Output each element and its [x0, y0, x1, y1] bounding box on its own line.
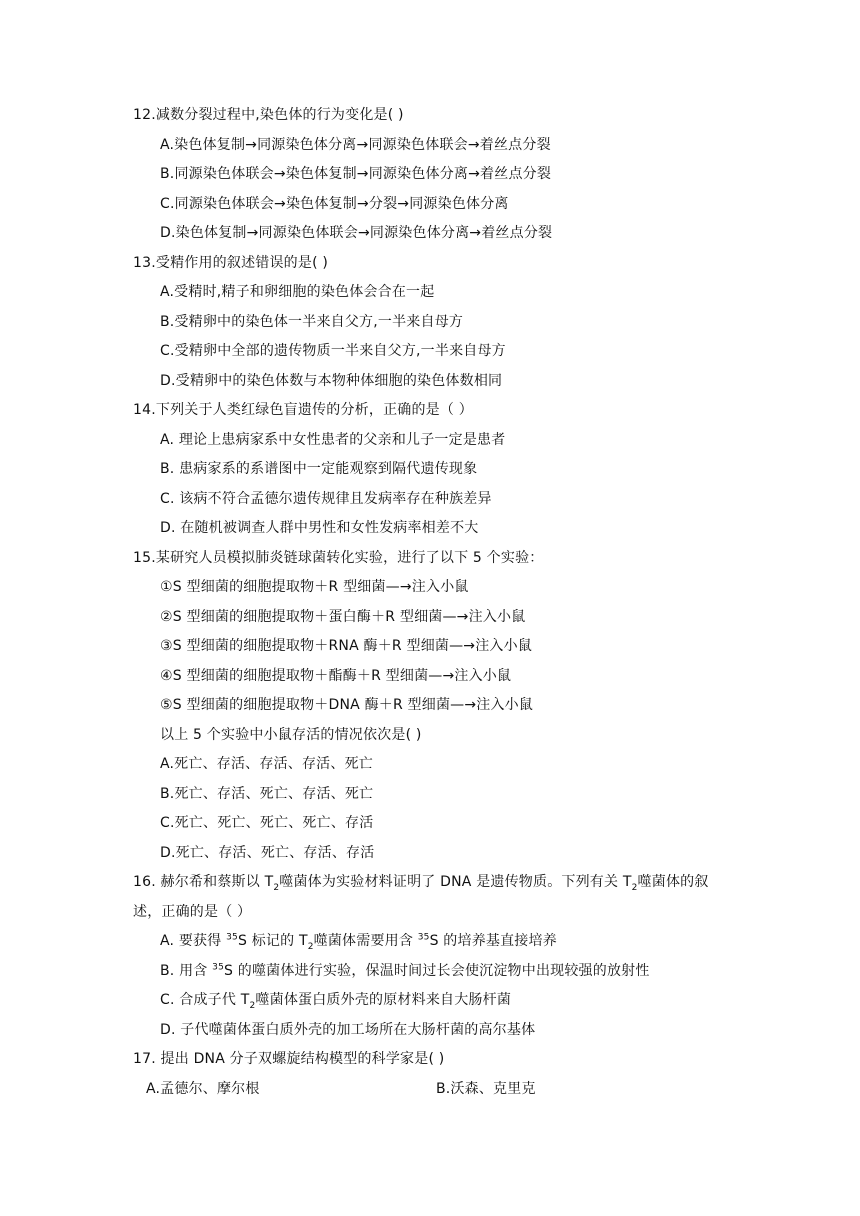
- question-16-option-b: [160, 962, 650, 980]
- question-15-ask: 以上 5 个实验中小鼠存活的情况依次是( ): [160, 727, 422, 743]
- option-text: C. 合成子代 T: [160, 992, 250, 1008]
- question-12-option-d: D.染色体复制→同源染色体联会→同源染色体分离→着丝点分裂: [160, 225, 553, 241]
- question-14-option-c: C. 该病不符合孟德尔遗传规律且发病率存在种族差异: [160, 491, 492, 507]
- option-text: S 的噬菌体进行实验，保温时间过长会使沉淀物中出现较强的放射性: [224, 963, 650, 979]
- option-text: 噬菌体蛋白质外壳的原材料来自大肠杆菌: [255, 992, 512, 1008]
- question-13-option-a: A.受精时,精子和卵细胞的染色体会合在一起: [160, 284, 435, 300]
- question-12-option-a: A.染色体复制→同源染色体分离→同源染色体联会→着丝点分裂: [160, 137, 551, 153]
- question-15-experiment-4: ④S 型细菌的细胞提取物＋酯酶＋R 型细菌—→注入小鼠: [160, 668, 512, 684]
- question-13-option-c: C.受精卵中全部的遗传物质一半来自父方,一半来自母方: [160, 343, 506, 359]
- stem-text: 噬菌体为实验材料证明了 DNA 是遗传物质。下列有关 T: [279, 874, 632, 890]
- question-16-option-c: [160, 991, 511, 1009]
- subscript: 2: [307, 941, 314, 952]
- question-16-option-d: D. 子代噬菌体蛋白质外壳的加工场所在大肠杆菌的高尔基体: [160, 1022, 536, 1038]
- question-14-option-d: D. 在随机被调查人群中男性和女性发病率相差不大: [160, 520, 479, 536]
- subscript: 2: [249, 1000, 256, 1011]
- question-14-stem: 14.下列关于人类红绿色盲遗传的分析，正确的是（ ）: [133, 402, 473, 418]
- option-text: 噬菌体需要用含: [313, 933, 418, 949]
- option-text: S 标记的 T: [237, 933, 308, 949]
- question-17-stem: 17. 提出 DNA 分子双螺旋结构模型的科学家是( ): [133, 1051, 445, 1067]
- superscript: 35: [212, 962, 225, 973]
- question-15-option-a: A.死亡、存活、存活、存活、死亡: [160, 756, 373, 772]
- question-12-option-b: B.同源染色体联会→染色体复制→同源染色体分离→着丝点分裂: [160, 166, 552, 182]
- stem-text: 16. 赫尔希和蔡斯以 T: [133, 874, 274, 890]
- question-13-stem: 13.受精作用的叙述错误的是( ): [133, 255, 329, 271]
- superscript: 35: [226, 932, 238, 943]
- option-text: B. 用含: [160, 963, 213, 979]
- question-12-option-c: C.同源染色体联会→染色体复制→分裂→同源染色体分离: [160, 196, 509, 212]
- question-15-experiment-1: ①S 型细菌的细胞提取物＋R 型细菌—→注入小鼠: [160, 579, 469, 595]
- question-15-experiment-5: ⑤S 型细菌的细胞提取物＋DNA 酶＋R 型细菌—→注入小鼠: [160, 697, 534, 713]
- question-14-option-a: A. 理论上患病家系中女性患者的父亲和儿子一定是患者: [160, 432, 506, 448]
- question-17-option-a: A.孟德尔、摩尔根: [146, 1081, 260, 1097]
- question-15-experiment-3: ③S 型细菌的细胞提取物＋RNA 酶＋R 型细菌—→注入小鼠: [160, 638, 533, 654]
- option-text: S 的培养基直接培养: [429, 933, 557, 949]
- question-12-stem: 12.减数分裂过程中,染色体的行为变化是( ): [133, 107, 404, 123]
- question-14-option-b: B. 患病家系的系谱图中一定能观察到隔代遗传现象: [160, 461, 478, 477]
- question-15-option-c: C.死亡、死亡、死亡、死亡、存活: [160, 815, 374, 831]
- question-15-experiment-2: ②S 型细菌的细胞提取物＋蛋白酶＋R 型细菌—→注入小鼠: [160, 609, 526, 625]
- option-text: A. 要获得: [160, 933, 227, 949]
- question-16-option-a: [160, 932, 557, 950]
- superscript: 35: [417, 932, 430, 943]
- question-15-stem: 15.某研究人员模拟肺炎链球菌转化实验，进行了以下 5 个实验：: [133, 550, 544, 566]
- question-16-stem: [133, 873, 709, 891]
- subscript: 2: [273, 882, 280, 893]
- question-15-option-b: B.死亡、存活、死亡、存活、死亡: [160, 786, 374, 802]
- question-15-option-d: D.死亡、存活、死亡、存活、存活: [160, 845, 375, 861]
- stem-text: 噬菌体的叙: [637, 874, 709, 890]
- question-17-option-b: B.沃森、克里克: [436, 1081, 536, 1097]
- question-13-option-b: B.受精卵中的染色体一半来自父方,一半来自母方: [160, 314, 464, 330]
- subscript: 2: [631, 882, 638, 893]
- question-13-option-d: D.受精卵中的染色体数与本物种体细胞的染色体数相同: [160, 373, 503, 389]
- question-16-stem-line2: 述，正确的是（ ）: [133, 904, 252, 920]
